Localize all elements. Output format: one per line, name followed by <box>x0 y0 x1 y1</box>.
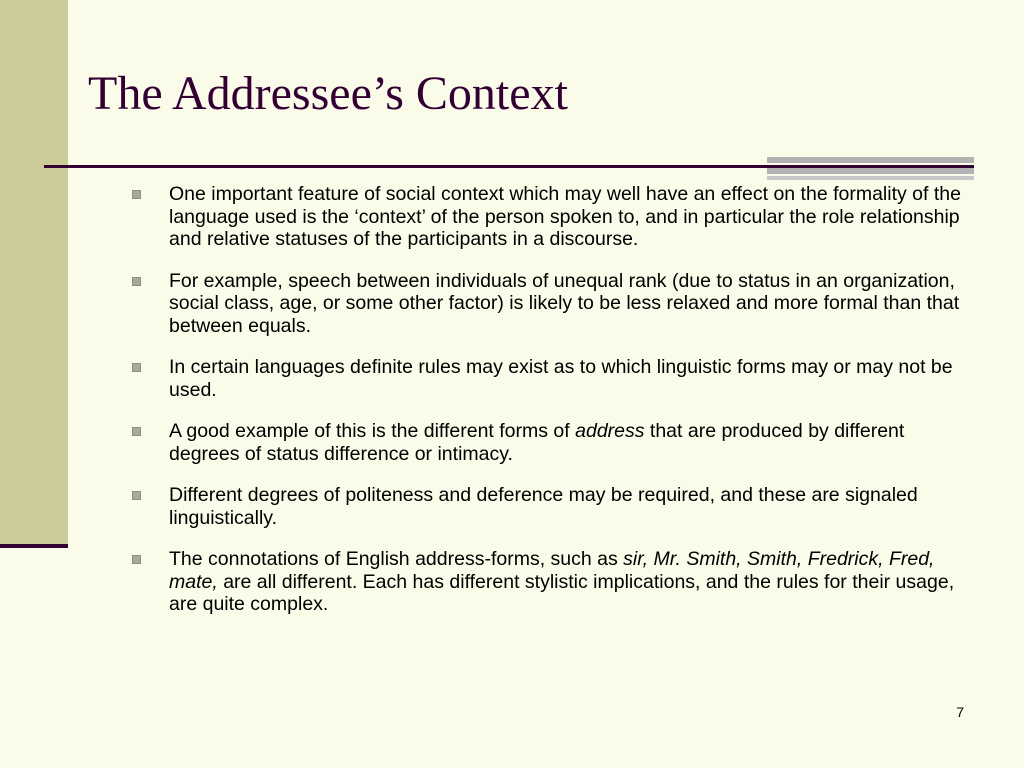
bullet-item <box>130 548 970 616</box>
bullet-square-icon <box>132 491 141 500</box>
bullet-text-pre: A good example of this is the different forms of <box>169 420 576 442</box>
bullet-text-pre: The connotations of English address-forms, such as <box>169 548 624 570</box>
page-number: 7 <box>956 704 964 720</box>
bullet-text: Different degrees of politeness and deference may be required, and these are signaled linguistically. <box>169 484 918 529</box>
bullet-square-icon <box>132 427 141 436</box>
bullet-text: For example, speech between individuals of unequal rank (due to status in an organization, social class, age, or some other factor) is likely to be less relaxed and more formal than that between equals. <box>169 269 960 337</box>
slide-title: The Addressee’s Context <box>88 67 568 120</box>
bullet-text: In certain languages definite rules may exist as to which linguistic forms may or may not be used. <box>169 356 953 401</box>
bullet-emphasis: address <box>575 420 645 442</box>
bullet-item <box>130 270 970 338</box>
bullet-text-post: are all different. Each has different stylistic implications, and the rules for their usage, are quite complex. <box>169 570 955 615</box>
bullet-item <box>130 183 970 251</box>
bullet-item <box>130 420 970 465</box>
bullet-text-post: that are produced by different degrees of status difference or intimacy. <box>169 420 905 465</box>
left-decorative-band <box>0 0 68 544</box>
left-band-underline <box>0 544 68 548</box>
bullet-item <box>130 484 970 529</box>
bullet-square-icon <box>132 277 141 286</box>
bullet-text: One important feature of social context which may well have an effect on the formality of the language used is the ‘context’ of the person spoken to, and in particular the role relationship and relative statuses of the participants in a discourse. <box>169 183 961 250</box>
divider-accent <box>767 157 974 181</box>
bullet-list <box>130 183 970 635</box>
bullet-item <box>130 356 970 401</box>
bullet-emphasis: sir, Mr. Smith, Smith, Fredrick, Fred, mate, <box>169 548 935 593</box>
bullet-square-icon <box>132 363 141 372</box>
bullet-square-icon <box>132 190 141 199</box>
bullet-square-icon <box>132 555 141 564</box>
